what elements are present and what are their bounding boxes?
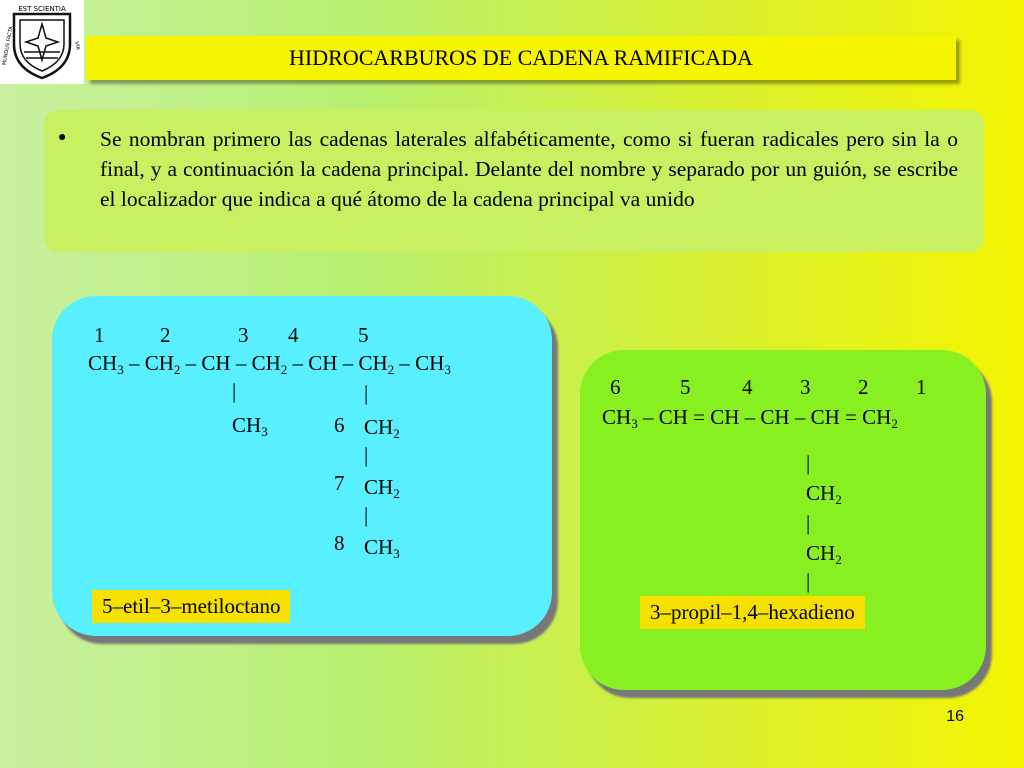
title-bar xyxy=(86,36,956,80)
locator: 2 xyxy=(160,323,171,347)
svg-text:VIA: VIA xyxy=(73,41,81,51)
locator: 4 xyxy=(288,323,299,347)
bond-bar: | xyxy=(364,443,369,467)
methyl-branch: $CH_3$ xyxy=(232,413,268,439)
locator: 1 xyxy=(94,323,105,347)
bond-bar: | xyxy=(806,511,811,535)
bond-bar: | xyxy=(364,381,369,405)
locator: 5 xyxy=(358,323,369,347)
locator: 8 xyxy=(334,531,345,555)
bond-bar: | xyxy=(364,503,369,527)
locator: 2 xyxy=(858,375,869,399)
locator: 6 xyxy=(610,375,621,399)
compound-name-1: 5–etil–3–metiloctano xyxy=(92,590,290,623)
locator: 6 xyxy=(334,413,345,437)
locator: 3 xyxy=(238,323,249,347)
page-number: 16 xyxy=(946,708,964,725)
ethyl-ch3: $CH_3$ xyxy=(364,535,400,561)
intro-text: Se nombran primero las cadenas laterales alfabéticamente, como si fueran radicales pero sin la o final, y a continuación la cadena principal. Delante del nombre y separado por un guión, se escribe el localizador que indica a qué átomo de la cadena principal va unido xyxy=(100,127,958,211)
svg-text:EST SCIENTIA: EST SCIENTIA xyxy=(18,5,66,13)
page-title: HIDROCARBUROS DE CADENA RAMIFICADA xyxy=(289,45,753,70)
propyl-ch2-2: $CH_2$ xyxy=(806,541,842,567)
intro-panel xyxy=(44,110,984,252)
locator: 3 xyxy=(800,375,811,399)
example1-panel xyxy=(52,296,552,636)
example2-panel xyxy=(580,350,986,690)
locator: 5 xyxy=(680,375,691,399)
bullet-icon: ● xyxy=(58,130,67,145)
university-seal-icon xyxy=(0,0,84,84)
bond-bar: | xyxy=(806,569,811,593)
bond-bar: | xyxy=(806,451,811,475)
locator: 7 xyxy=(334,471,345,495)
locator: 1 xyxy=(916,375,927,399)
ethyl-ch2-2: $CH_2$ xyxy=(364,475,400,501)
bond-bar: | xyxy=(232,379,237,403)
ethyl-ch2-1: $CH_2$ xyxy=(364,415,400,441)
compound-name-2: 3–propil–1,4–hexadieno xyxy=(640,596,865,629)
propyl-ch2-1: $CH_2$ xyxy=(806,481,842,507)
logo xyxy=(0,0,84,84)
locator: 4 xyxy=(742,375,753,399)
main-chain-formula: $CH_3 - CH_2$ – CH – $CH_2$ – CH – $CH_2 - CH_3$ xyxy=(88,351,451,377)
main-chain-formula-2: $CH_3$ – CH = CH – CH – CH = $CH_2$ xyxy=(602,405,898,431)
svg-text:MUNDUS FACTA: MUNDUS FACTA xyxy=(1,25,15,66)
